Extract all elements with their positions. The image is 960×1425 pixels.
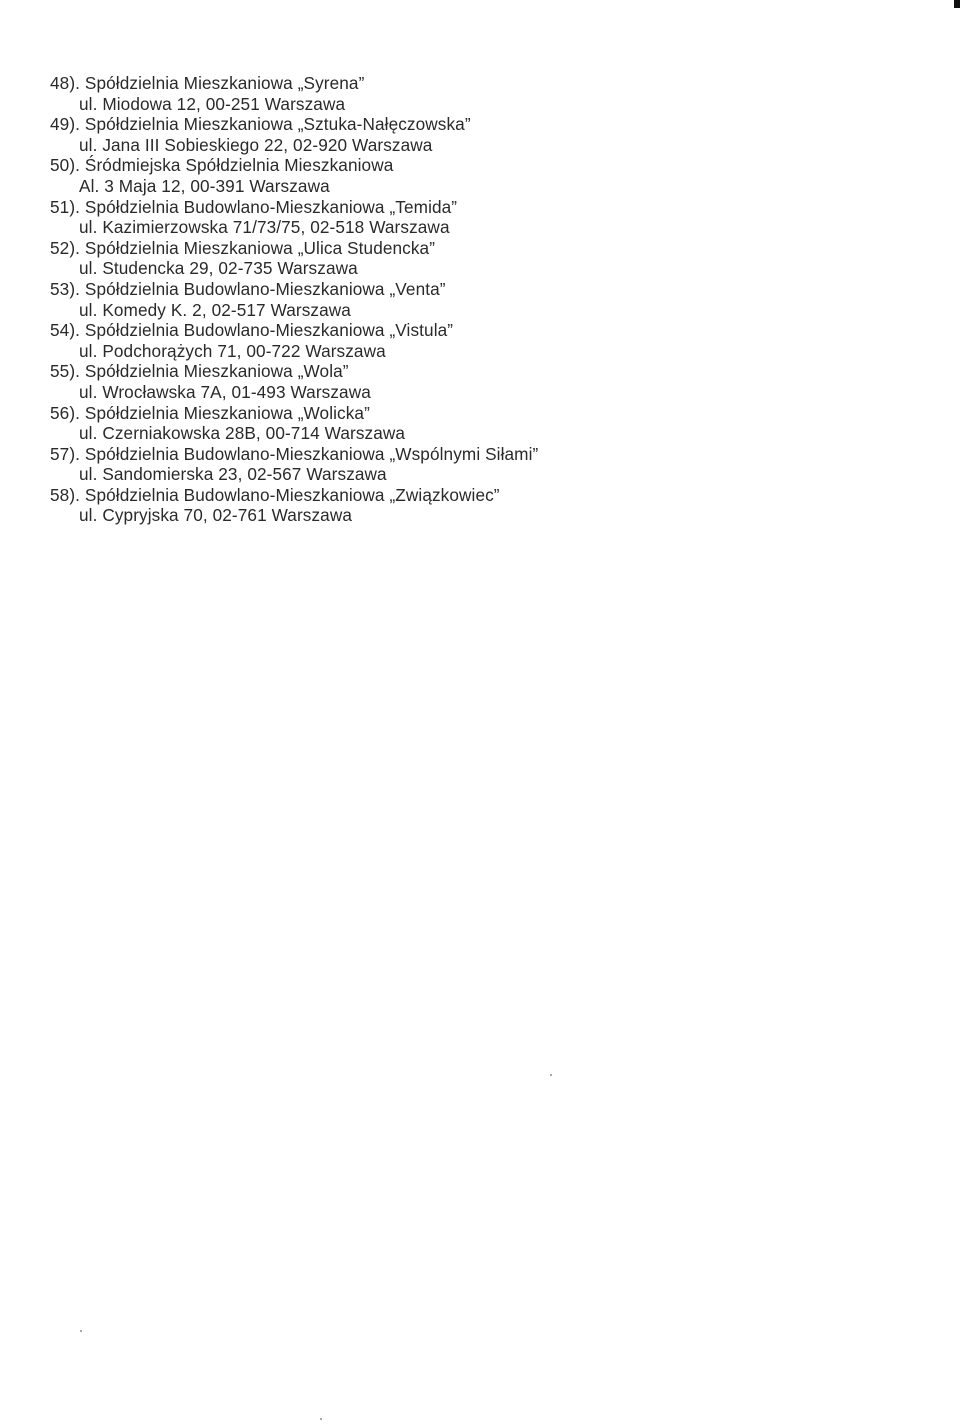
entry-name: Spółdzielnia Budowlano-Mieszkaniowa „Związkowiec” [84, 484, 500, 505]
list-item [50, 279, 930, 320]
entry-address: ul. Jana III Sobieskiego 22, 02-920 Warszawa [79, 134, 433, 155]
entry-name: Spółdzielnia Budowlano-Mieszkaniowa „Vistula” [84, 320, 454, 341]
entry-address: Al. 3 Maja 12, 00-391 Warszawa [79, 175, 330, 196]
entry-name: Spółdzielnia Mieszkaniowa „Wola” [84, 361, 349, 382]
entry-name: Spółdzielnia Budowlano-Mieszkaniowa „Temida” [84, 196, 458, 217]
entry-address: ul. Miodowa 12, 00-251 Warszawa [79, 93, 346, 114]
cooperative-list [50, 73, 930, 526]
list-item [50, 403, 930, 444]
entry-address: ul. Sandomierska 23, 02-567 Warszawa [79, 464, 387, 485]
entry-address: ul. Studencka 29, 02-735 Warszawa [79, 258, 358, 279]
scan-speck [80, 1330, 82, 1332]
entry-name: Spółdzielnia Mieszkaniowa „Wolicka” [84, 402, 370, 423]
entry-address: ul. Podchorążych 71, 00-722 Warszawa [79, 340, 386, 361]
entry-number: 54). [50, 320, 81, 341]
list-item [50, 155, 930, 196]
list-item [50, 238, 930, 279]
entry-address: ul. Wrocławska 7A, 01-493 Warszawa [79, 381, 371, 402]
entry-name: Spółdzielnia Mieszkaniowa „Sztuka-Nałęczowska” [84, 114, 471, 135]
entry-address: ul. Komedy K. 2, 02-517 Warszawa [79, 299, 351, 320]
entry-name: Śródmiejska Spółdzielnia Mieszkaniowa [84, 155, 394, 176]
entry-name: Spółdzielnia Mieszkaniowa „Syrena” [84, 73, 365, 93]
scan-speck [320, 1418, 322, 1420]
entry-address: ul. Kazimierzowska 71/73/75, 02-518 Warszawa [79, 217, 450, 238]
entry-number: 57). [50, 443, 81, 464]
entry-address: ul. Czerniakowska 28B, 00-714 Warszawa [79, 423, 406, 444]
entry-number: 48). [50, 73, 81, 93]
list-item [50, 444, 930, 485]
entry-address: ul. Cypryjska 70, 02-761 Warszawa [79, 505, 352, 526]
entry-name: Spółdzielnia Mieszkaniowa „Ulica Studencka” [84, 237, 436, 258]
list-item [50, 485, 930, 526]
entry-number: 52). [50, 237, 81, 258]
list-item [50, 320, 930, 361]
entry-name: Spółdzielnia Budowlano-Mieszkaniowa „Wspólnymi Siłami” [84, 443, 539, 464]
entry-number: 49). [50, 114, 81, 135]
list-item [50, 361, 930, 402]
entry-name: Spółdzielnia Budowlano-Mieszkaniowa „Venta” [84, 278, 446, 299]
entry-number: 58). [50, 484, 81, 505]
list-item [50, 73, 930, 114]
scan-speck [550, 1074, 552, 1076]
entry-number: 53). [50, 278, 81, 299]
scan-corner-mark [954, 0, 960, 8]
entry-number: 50). [50, 155, 81, 176]
list-item [50, 114, 930, 155]
entry-number: 56). [50, 402, 81, 423]
list-item [50, 197, 930, 238]
entry-number: 51). [50, 196, 81, 217]
entry-number: 55). [50, 361, 81, 382]
